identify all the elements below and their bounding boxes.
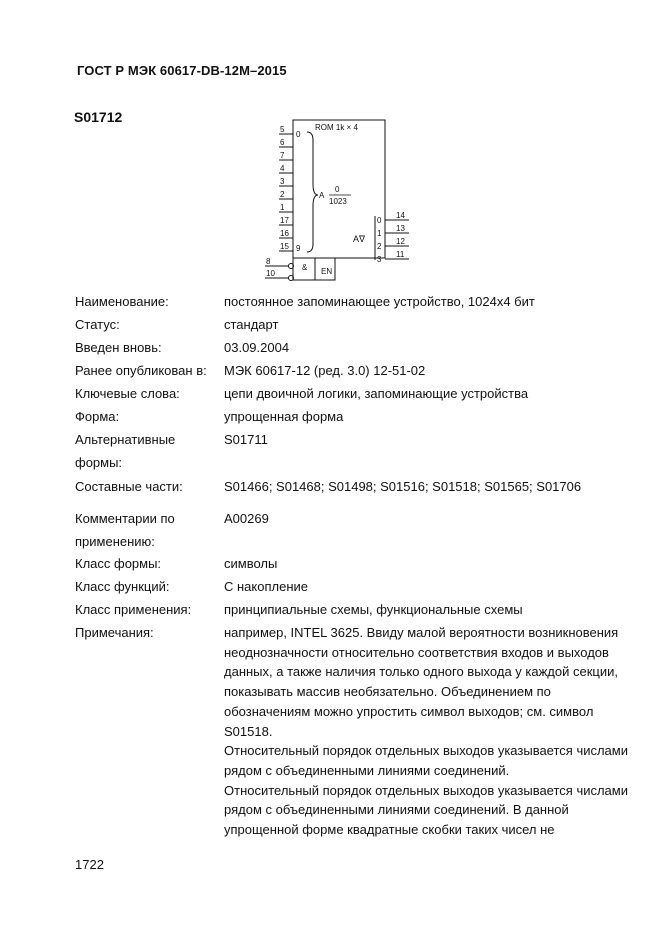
input-pin-label: 7 xyxy=(280,151,285,160)
page-number: 1722 xyxy=(75,857,104,872)
note-paragraph: Относительный порядок отдельных выходов указывается числами рядом с объединенными линиями соединений. xyxy=(224,743,628,778)
field-value: С накопление xyxy=(224,579,308,594)
field-value: принципиальные схемы, функциональные схемы xyxy=(224,602,523,617)
range-bottom: 1023 xyxy=(329,197,347,206)
field-value: стандарт xyxy=(224,317,279,332)
input-pin-label: 15 xyxy=(280,242,289,251)
note-paragraph: например, INTEL 3625. Ввиду малой вероятности возникновения неоднозначности относительно соответствия входов и выходов данных, а также наличия только одного выхода у каждой секции, показывать массив необязательно. Объединением по обозначениям можно упростить символ выходов; см. символ S01518. xyxy=(224,625,619,739)
output-index-label: 2 xyxy=(377,242,382,251)
control-pin-label: 10 xyxy=(266,269,275,278)
field-label: Составные части: xyxy=(75,479,183,494)
control-pin-label: 8 xyxy=(266,257,271,266)
field-label: Введен вновь: xyxy=(75,340,162,355)
input-pin-label: 17 xyxy=(280,216,289,225)
field-label: Наименование: xyxy=(75,294,169,309)
field-value: постоянное запоминающее устройство, 1024x4 бит xyxy=(224,294,535,309)
symbol-code: S01712 xyxy=(74,109,123,125)
output-pin-label: 11 xyxy=(396,250,405,259)
field-value: 03.09.2004 xyxy=(224,340,290,355)
input-pin-label: 5 xyxy=(280,125,285,134)
field-value: упрощенная форма xyxy=(224,409,344,424)
input-pin-label: 1 xyxy=(280,203,285,212)
output-pin-label: 12 xyxy=(396,237,405,246)
input-pin-label: 16 xyxy=(280,229,289,238)
address-label: A xyxy=(319,191,325,200)
notes-block xyxy=(224,623,634,840)
field-value: МЭК 60617-12 (ред. 3.0) 12-51-02 xyxy=(224,363,426,378)
output-index-label: 3 xyxy=(377,255,382,264)
field-label: Комментарии по применению: xyxy=(75,511,175,549)
address-brace xyxy=(307,132,318,252)
field-value: символы xyxy=(224,556,278,571)
output-index-label: 1 xyxy=(377,229,382,238)
field-value: цепи двоичной логики, запоминающие устройства xyxy=(224,386,529,401)
field-value: S01466; S01468; S01498; S01516; S01518; S01565; S01706 xyxy=(224,479,582,494)
field-label: Класс формы: xyxy=(75,556,162,571)
output-pin-label: 13 xyxy=(396,224,405,233)
range-top: 0 xyxy=(335,185,340,194)
document-header: ГОСТ Р МЭК 60617-DB-12M–2015 xyxy=(77,63,287,78)
and-label: & xyxy=(302,263,308,272)
input-pin-label: 3 xyxy=(280,177,285,186)
output-label: A∇ xyxy=(353,234,366,244)
field-label: Статус: xyxy=(75,317,120,332)
field-label: Ранее опубликован в: xyxy=(75,363,207,378)
output-index-label: 0 xyxy=(377,216,382,225)
input-pin-label: 2 xyxy=(280,190,285,199)
en-label: EN xyxy=(321,267,333,276)
input-pin-label: 6 xyxy=(280,138,285,147)
field-value: A00269 xyxy=(224,511,269,526)
output-pin-label: 14 xyxy=(396,211,405,220)
addr-last-index: 9 xyxy=(296,244,301,253)
field-label: Класс функций: xyxy=(75,579,170,594)
field-label: Класс применения: xyxy=(75,602,192,617)
addr-first-index: 0 xyxy=(296,130,301,139)
rom-symbol-diagram xyxy=(255,118,415,290)
field-label: Форма: xyxy=(75,409,120,424)
field-label: Альтернативные формы: xyxy=(75,432,176,470)
field-label: Ключевые слова: xyxy=(75,386,180,401)
field-label: Примечания: xyxy=(75,625,154,640)
field-value: S01711 xyxy=(224,432,268,447)
note-paragraph: Относительный порядок отдельных выходов указывается числами рядом с объединенными линиями соединений. В данной упрощенной форме квадратные скобки таких чисел не xyxy=(224,782,628,838)
rom-title: ROM 1k × 4 xyxy=(315,123,358,132)
input-pin-label: 4 xyxy=(280,164,285,173)
